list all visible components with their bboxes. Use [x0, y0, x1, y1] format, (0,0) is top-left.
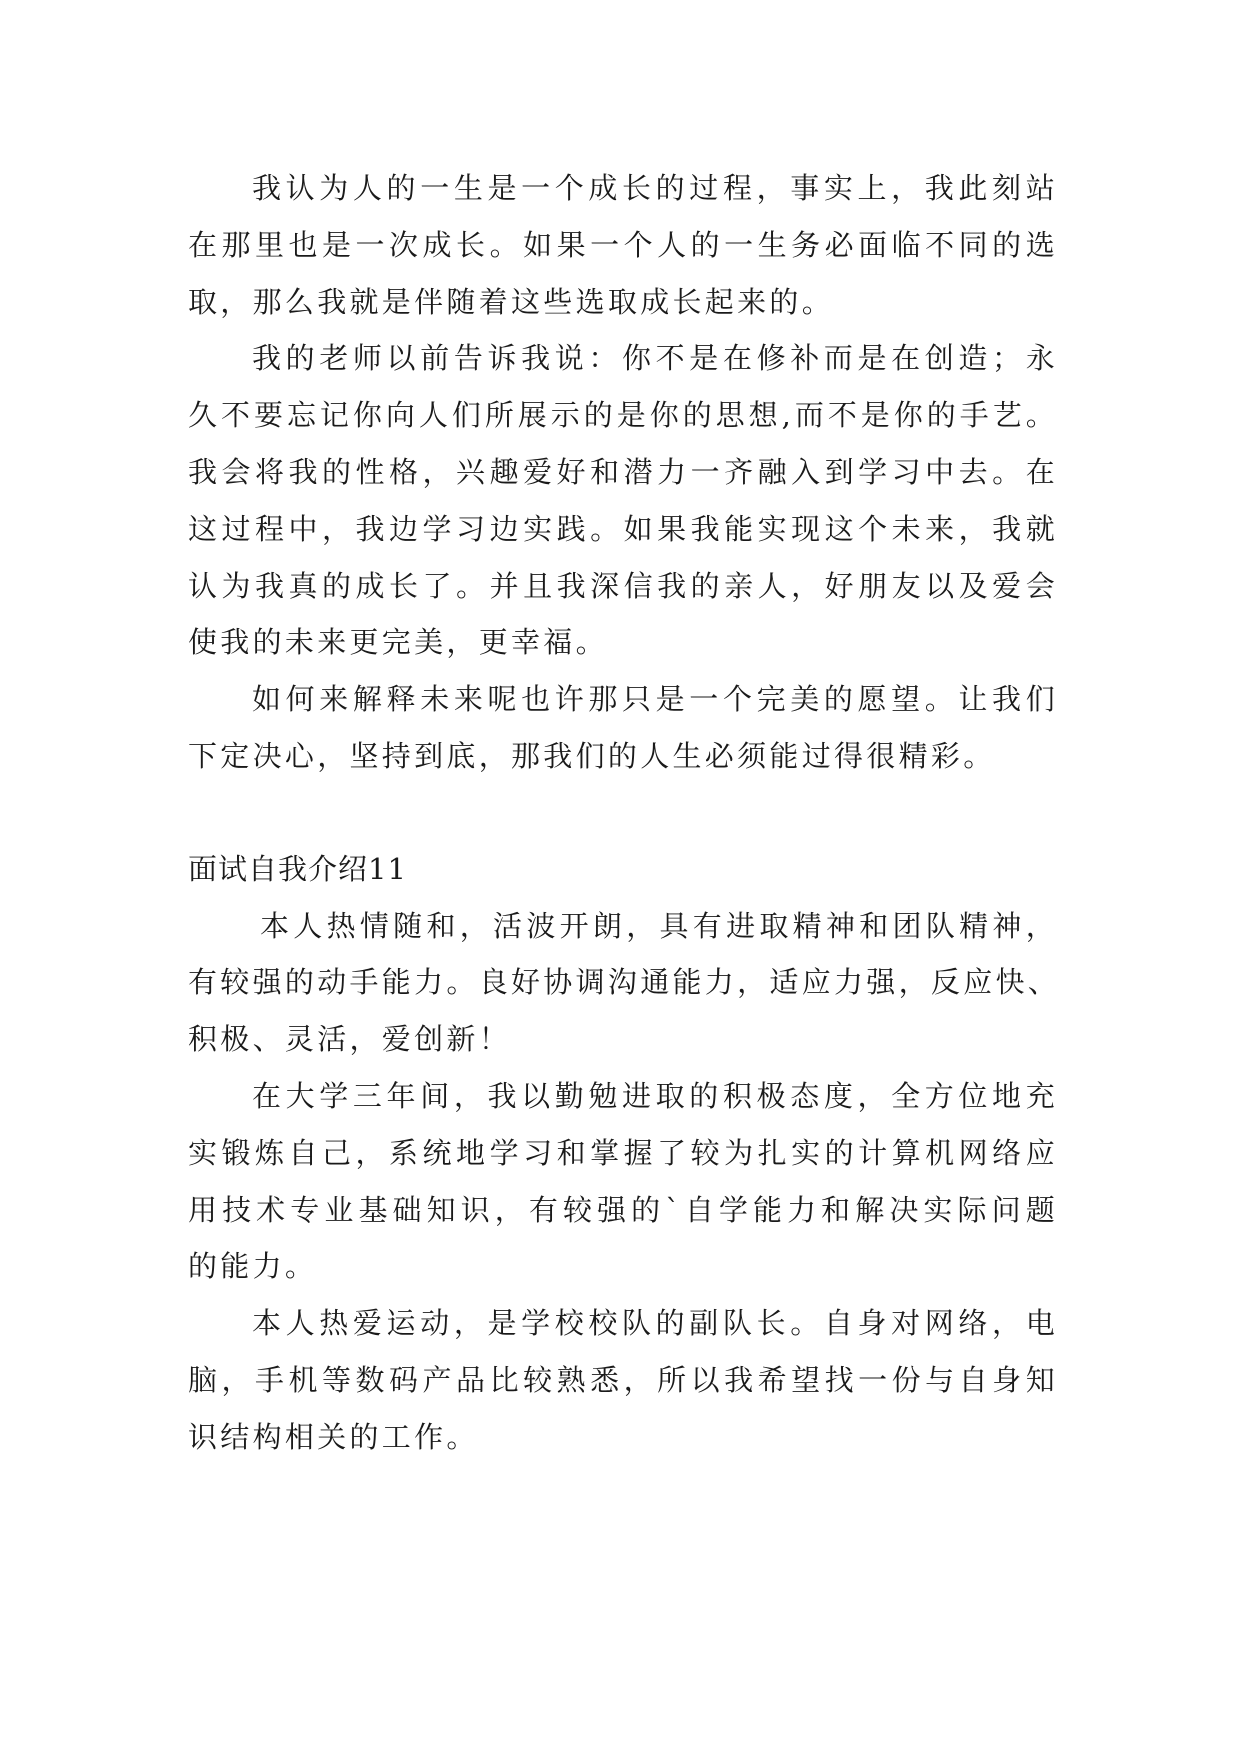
text-line: 本人热情随和，活波开朗，具有进取精神和团队精神， — [260, 908, 1058, 943]
document-body — [188, 160, 1061, 1466]
paragraph-teacher — [188, 330, 1058, 671]
text-line: 脑，手机等数码产品比较熟悉，所以我希望找一份与自身知 — [188, 1362, 1058, 1397]
text-line: 使我的未来更完美，更幸福。 — [188, 625, 608, 660]
text-line: 我会将我的性格，兴趣爱好和潜力一齐融入到学习中去。在 — [188, 454, 1058, 489]
paragraph-university — [188, 1068, 1058, 1295]
section-gap — [188, 785, 1058, 841]
paragraph-future — [188, 671, 1058, 785]
paragraph-personality — [188, 898, 1061, 1068]
text-line: 如何来解释未来呢也许那只是一个完美的愿望。让我们 — [252, 682, 1058, 717]
text-line: 实锻炼自己，系统地学习和掌握了较为扎实的计算机网络应 — [188, 1135, 1058, 1170]
text-line: 这过程中，我边学习边实践。如果我能实现这个未来，我就 — [188, 511, 1058, 546]
text-line: 有较强的动手能力。良好协调沟通能力，适应力强，反应快、 — [188, 965, 1061, 1000]
text-line: 在大学三年间，我以勤勉进取的积极态度，全方位地充 — [252, 1078, 1058, 1113]
text-line: 识结构相关的工作。 — [188, 1419, 479, 1454]
text-line: 久不要忘记你向人们所展示的是你的思想,而不是你的手艺。 — [188, 398, 1058, 433]
paragraph-growth — [188, 160, 1058, 330]
text-line: 认为我真的成长了。并且我深信我的亲人，好朋友以及爱会 — [188, 568, 1058, 603]
text-line: 在那里也是一次成长。如果一个人的一生务必面临不同的选 — [188, 227, 1058, 262]
text-line: 用技术专业基础知识，有较强的`自学能力和解决实际问题 — [188, 1192, 1058, 1227]
text-line: 下定决心，坚持到底，那我们的人生必须能过得很精彩。 — [188, 738, 996, 773]
text-line: 取，那么我就是伴随着这些选取成长起来的。 — [188, 284, 835, 319]
text-line: 积极、灵活，爱创新！ — [188, 1022, 512, 1057]
text-line: 本人热爱运动，是学校校队的副队长。自身对网络，电 — [252, 1306, 1058, 1341]
text-line: 的能力。 — [188, 1249, 318, 1284]
paragraph-hobbies — [188, 1295, 1058, 1465]
section-heading: 面试自我介绍11 — [188, 851, 407, 886]
text-line: 我的老师以前告诉我说：你不是在修补而是在创造；永 — [252, 341, 1058, 376]
text-line: 我认为人的一生是一个成长的过程，事实上，我此刻站 — [252, 171, 1058, 205]
